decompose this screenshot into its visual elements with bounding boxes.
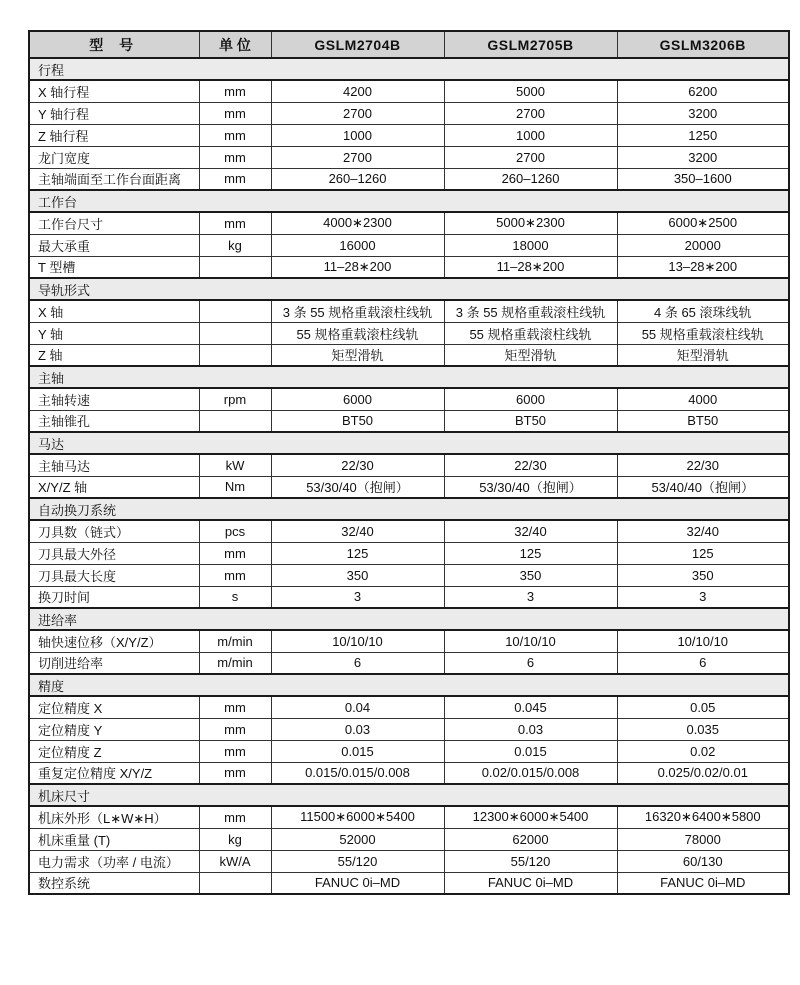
spec-value: 350 [444,564,617,586]
spec-value: 6200 [617,80,789,102]
column-header-model-1: GSLM2704B [271,31,444,58]
table-row [29,806,789,828]
section-row [29,278,789,300]
spec-value: 18000 [444,234,617,256]
spec-unit [199,322,271,344]
spec-value: 0.04 [271,696,444,718]
spec-unit: kW [199,454,271,476]
spec-unit: mm [199,564,271,586]
spec-label: Y 轴行程 [29,102,199,124]
spec-label: X 轴行程 [29,80,199,102]
spec-value: 55 规格重载滚柱线轨 [271,322,444,344]
section-title: 主轴 [29,366,789,388]
spec-value: 4200 [271,80,444,102]
section-row [29,674,789,696]
spec-value: 32/40 [444,520,617,542]
spec-unit: mm [199,80,271,102]
table-row [29,234,789,256]
spec-value: 78000 [617,828,789,850]
table-row [29,168,789,190]
spec-sheet [28,30,788,895]
table-row [29,652,789,674]
spec-value: 22/30 [444,454,617,476]
spec-value: 350–1600 [617,168,789,190]
spec-label: 定位精度 Z [29,740,199,762]
spec-label: 数控系统 [29,872,199,894]
spec-value: 2700 [271,102,444,124]
spec-value: FANUC 0i–MD [444,872,617,894]
header-row [29,31,789,58]
spec-value: 0.02/0.015/0.008 [444,762,617,784]
spec-value: 3200 [617,102,789,124]
spec-value: 10/10/10 [271,630,444,652]
spec-value: 260–1260 [271,168,444,190]
spec-unit: kg [199,234,271,256]
spec-value: 55/120 [271,850,444,872]
table-row [29,762,789,784]
spec-table-body [29,58,789,894]
spec-label: 主轴马达 [29,454,199,476]
spec-value: 10/10/10 [617,630,789,652]
spec-value: 4 条 65 滚珠线轨 [617,300,789,322]
spec-unit: Nm [199,476,271,498]
spec-value: 350 [617,564,789,586]
spec-value: 260–1260 [444,168,617,190]
section-title: 进给率 [29,608,789,630]
spec-unit: pcs [199,520,271,542]
spec-value: 4000∗2300 [271,212,444,234]
spec-value: 6000 [444,388,617,410]
section-title: 自动换刀系统 [29,498,789,520]
section-row [29,58,789,80]
section-row [29,784,789,806]
table-row [29,322,789,344]
spec-unit: mm [199,806,271,828]
spec-value: 22/30 [617,454,789,476]
spec-value: 0.035 [617,718,789,740]
spec-label: Z 轴 [29,344,199,366]
table-row [29,80,789,102]
spec-value: 1250 [617,124,789,146]
spec-value: 16000 [271,234,444,256]
spec-value: 125 [271,542,444,564]
spec-value: 2700 [444,146,617,168]
spec-value: 13–28∗200 [617,256,789,278]
spec-value: 6 [617,652,789,674]
section-title: 机床尺寸 [29,784,789,806]
table-row [29,872,789,894]
table-row [29,586,789,608]
spec-value: 60/130 [617,850,789,872]
section-title: 工作台 [29,190,789,212]
table-row [29,828,789,850]
spec-value: 4000 [617,388,789,410]
table-row [29,542,789,564]
section-row [29,190,789,212]
column-header-unit: 单 位 [199,31,271,58]
spec-table [28,30,790,895]
column-header-model-2: GSLM2705B [444,31,617,58]
section-row [29,366,789,388]
spec-value: 0.025/0.02/0.01 [617,762,789,784]
spec-value: 125 [444,542,617,564]
spec-unit: mm [199,212,271,234]
spec-value: 3 [617,586,789,608]
spec-label: Z 轴行程 [29,124,199,146]
spec-value: 3200 [617,146,789,168]
spec-value: 20000 [617,234,789,256]
table-row [29,564,789,586]
spec-value: 12300∗6000∗5400 [444,806,617,828]
section-row [29,498,789,520]
spec-unit: m/min [199,652,271,674]
spec-value: 0.015 [444,740,617,762]
spec-value: FANUC 0i–MD [617,872,789,894]
spec-value: 53/40/40（抱闸） [617,476,789,498]
section-title: 马达 [29,432,789,454]
spec-value: 1000 [444,124,617,146]
spec-value: BT50 [444,410,617,432]
spec-value: 32/40 [271,520,444,542]
spec-unit: mm [199,718,271,740]
spec-value: 0.045 [444,696,617,718]
spec-unit [199,300,271,322]
spec-label: 重复定位精度 X/Y/Z [29,762,199,784]
spec-label: X/Y/Z 轴 [29,476,199,498]
table-row [29,124,789,146]
spec-value: 55 规格重载滚柱线轨 [444,322,617,344]
table-row [29,212,789,234]
spec-value: 10/10/10 [444,630,617,652]
section-title: 行程 [29,58,789,80]
spec-unit: mm [199,740,271,762]
spec-value: 3 [271,586,444,608]
spec-unit [199,410,271,432]
table-row [29,630,789,652]
section-title: 导轨形式 [29,278,789,300]
spec-unit: mm [199,146,271,168]
spec-value: 52000 [271,828,444,850]
spec-value: 0.03 [444,718,617,740]
spec-label: 刀具最大外径 [29,542,199,564]
spec-value: 11500∗6000∗5400 [271,806,444,828]
spec-value: 11–28∗200 [444,256,617,278]
spec-value: 32/40 [617,520,789,542]
column-header-model-label: 型 号 [29,31,199,58]
spec-value: 1000 [271,124,444,146]
spec-unit: rpm [199,388,271,410]
spec-value: 2700 [444,102,617,124]
spec-value: 矩型滑轨 [271,344,444,366]
table-row [29,344,789,366]
spec-unit: s [199,586,271,608]
spec-label: 主轴锥孔 [29,410,199,432]
table-row [29,520,789,542]
spec-unit: kW/A [199,850,271,872]
spec-value: 3 [444,586,617,608]
spec-value: 5000∗2300 [444,212,617,234]
section-title: 精度 [29,674,789,696]
spec-unit: mm [199,168,271,190]
section-row [29,608,789,630]
table-row [29,102,789,124]
spec-value: BT50 [617,410,789,432]
spec-label: 刀具数（链式） [29,520,199,542]
table-row [29,454,789,476]
spec-label: 切削进给率 [29,652,199,674]
spec-label: 定位精度 X [29,696,199,718]
spec-value: 125 [617,542,789,564]
spec-label: 主轴端面至工作台面距离 [29,168,199,190]
spec-value: 0.015/0.015/0.008 [271,762,444,784]
spec-value: 3 条 55 规格重载滚柱线轨 [271,300,444,322]
spec-label: 机床重量 (T) [29,828,199,850]
spec-value: 0.05 [617,696,789,718]
spec-value: FANUC 0i–MD [271,872,444,894]
spec-value: 2700 [271,146,444,168]
spec-value: BT50 [271,410,444,432]
spec-label: 换刀时间 [29,586,199,608]
spec-label: 主轴转速 [29,388,199,410]
spec-value: 0.02 [617,740,789,762]
spec-value: 5000 [444,80,617,102]
table-row [29,256,789,278]
spec-unit: m/min [199,630,271,652]
spec-label: 定位精度 Y [29,718,199,740]
column-header-model-3: GSLM3206B [617,31,789,58]
spec-value: 55/120 [444,850,617,872]
spec-unit [199,256,271,278]
spec-unit: mm [199,542,271,564]
table-row [29,740,789,762]
spec-value: 53/30/40（抱闸） [271,476,444,498]
table-row [29,300,789,322]
spec-value: 0.015 [271,740,444,762]
spec-label: 龙门宽度 [29,146,199,168]
table-row [29,146,789,168]
spec-label: 机床外形（L∗W∗H） [29,806,199,828]
spec-value: 6000 [271,388,444,410]
spec-unit: mm [199,762,271,784]
spec-label: 工作台尺寸 [29,212,199,234]
spec-label: X 轴 [29,300,199,322]
table-row [29,388,789,410]
spec-value: 53/30/40（抱闸） [444,476,617,498]
table-row [29,410,789,432]
spec-value: 11–28∗200 [271,256,444,278]
table-row [29,476,789,498]
spec-unit: mm [199,102,271,124]
spec-value: 矩型滑轨 [444,344,617,366]
table-row [29,850,789,872]
spec-unit: kg [199,828,271,850]
spec-label: 轴快速位移（X/Y/Z） [29,630,199,652]
spec-label: 电力需求（功率 / 电流） [29,850,199,872]
spec-value: 6 [444,652,617,674]
table-row [29,718,789,740]
spec-value: 6 [271,652,444,674]
spec-value: 55 规格重载滚柱线轨 [617,322,789,344]
spec-label: 最大承重 [29,234,199,256]
spec-value: 62000 [444,828,617,850]
spec-value: 3 条 55 规格重载滚柱线轨 [444,300,617,322]
spec-value: 6000∗2500 [617,212,789,234]
spec-label: 刀具最大长度 [29,564,199,586]
section-row [29,432,789,454]
spec-unit: mm [199,696,271,718]
spec-value: 0.03 [271,718,444,740]
spec-unit: mm [199,124,271,146]
spec-label: T 型槽 [29,256,199,278]
spec-value: 350 [271,564,444,586]
spec-label: Y 轴 [29,322,199,344]
spec-value: 矩型滑轨 [617,344,789,366]
spec-value: 22/30 [271,454,444,476]
spec-value: 16320∗6400∗5800 [617,806,789,828]
table-row [29,696,789,718]
spec-unit [199,872,271,894]
spec-unit [199,344,271,366]
